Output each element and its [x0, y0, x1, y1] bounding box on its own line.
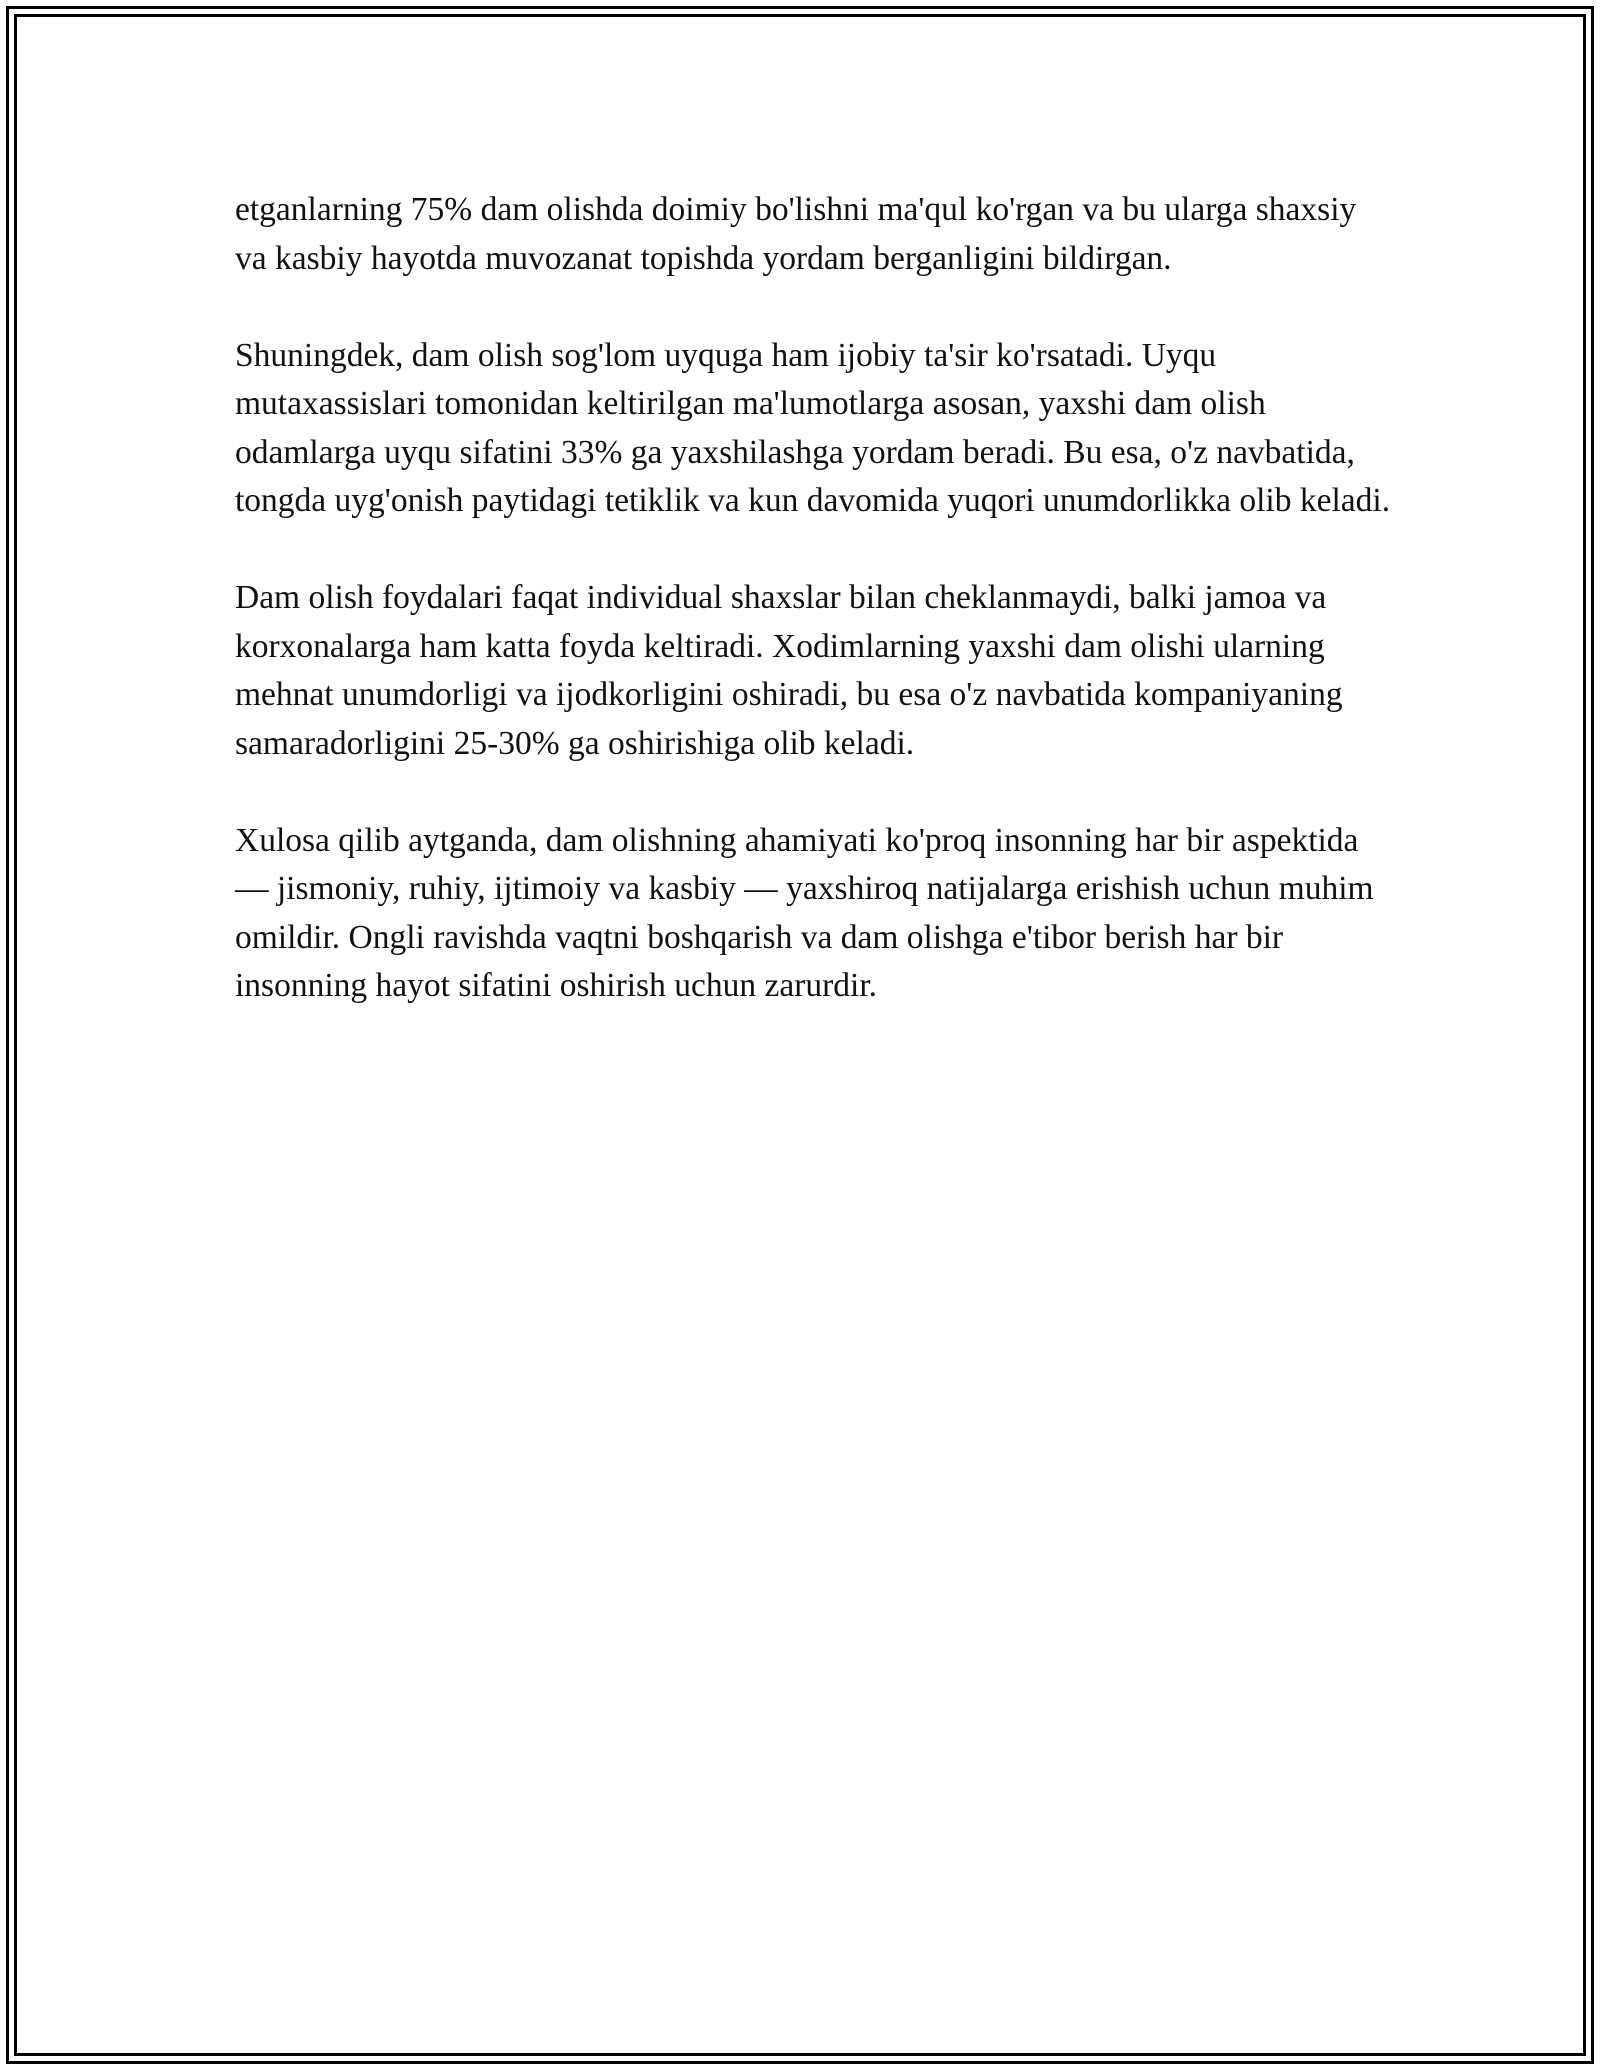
paragraph: Xulosa qilib aytganda, dam olishning ahamiyati ko'proq insonning har bir aspektida — jismoniy, ruhiy, ijtimoiy va kasbiy — yaxshiroq natijalarga erishish uchun muhim omildir. Ongli ravishda vaqtni boshqarish va dam olishga e'tibor berish har bir insonning hayot sifatini oshirish uchun zarurdir. [235, 821, 1374, 1004]
paragraph: Dam olish foydalari faqat individual shaxslar bilan cheklanmaydi, balki jamoa va korxonalarga ham katta foyda keltiradi. Xodimlarning yaxshi dam olishi ularning mehnat unumdorligi va ijodkorligini oshiradi, bu esa o'z navbatida kompaniyaning samaradorligini 25-30% ga oshirishiga olib keladi. [235, 579, 1343, 762]
paragraph: Shuningdek, dam olish sog'lom uyquga ham ijobiy ta'sir ko'rsatadi. Uyqu mutaxassislari tomonidan keltirilgan ma'lumotlarga asosan, yaxshi dam olish odamlarga uyqu sifatini 33% ga yaxshilashga yordam beradi. Bu esa, o'z navbatida, tongda uyg'onish paytidagi tetiklik va kun davomida yuqori unumdorlikka olib keladi. [235, 336, 1391, 519]
document-body [235, 186, 1395, 1059]
paragraph: etganlarning 75% dam olishda doimiy bo'lishni ma'qul ko'rgan va bu ularga shaxsiy va kasbiy hayotda muvozanat topishda yordam berganligini bildirgan. [235, 191, 1357, 277]
